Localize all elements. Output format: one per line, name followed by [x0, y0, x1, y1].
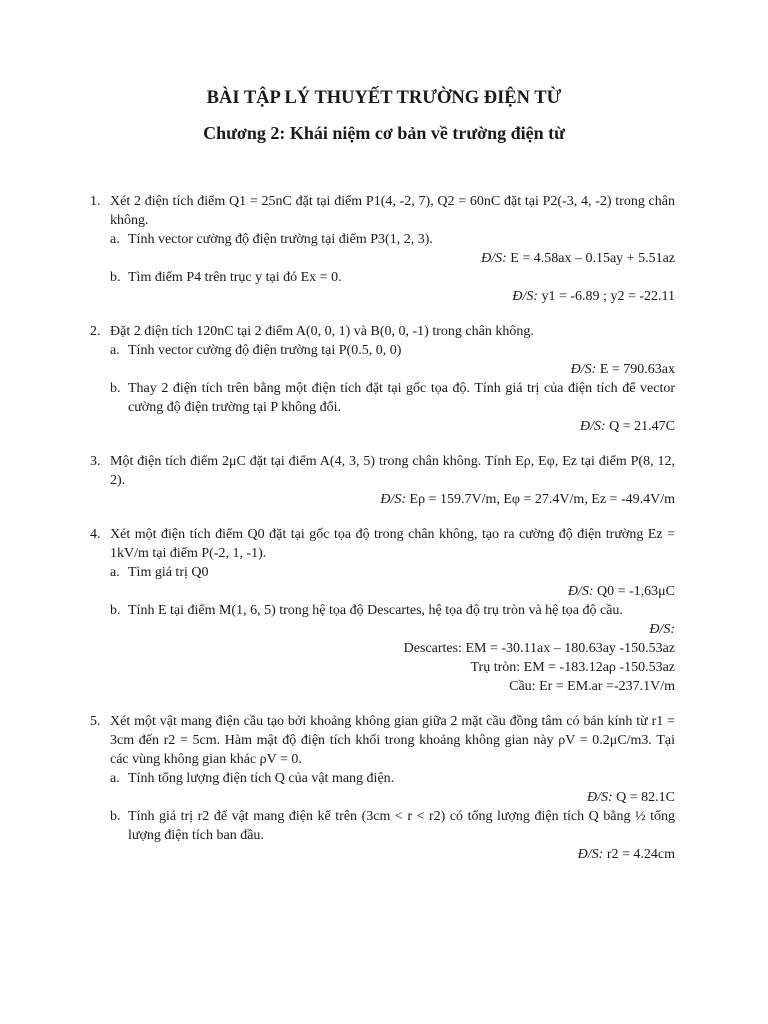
problem-item	[90, 712, 675, 864]
answer-value: Q = 21.47C	[609, 419, 675, 434]
answer-label: Đ/S:	[579, 419, 610, 434]
answer-label: Đ/S:	[586, 790, 617, 805]
problem-number: 5.	[90, 714, 101, 729]
answer-value: Cầu: Er = EM.ar =-237.1V/m	[509, 679, 675, 694]
sub-question	[110, 807, 675, 845]
problem-item	[90, 525, 675, 696]
sub-question	[110, 341, 675, 360]
sub-question-label: a.	[110, 771, 120, 786]
sub-question	[110, 601, 675, 620]
chapter-subtitle: Chương 2: Khái niệm cơ bản về trường điện từ	[203, 123, 565, 143]
sub-question	[110, 769, 675, 788]
sub-question	[110, 230, 675, 249]
problem-item	[90, 192, 675, 306]
sub-question-label: a.	[110, 343, 120, 358]
sub-question-text: Tìm giá trị Q0	[128, 565, 209, 580]
sub-question-label: b.	[110, 381, 121, 396]
sub-question-text: Tính E tại điểm M(1, 6, 5) trong hệ tọa độ Descartes, hệ tọa độ trụ tròn và hệ tọa độ cầu.	[128, 603, 623, 618]
answer-value: Descartes: EM = -30.11ax – 180.63ay -150.53az	[403, 641, 675, 656]
sub-question-label: a.	[110, 232, 120, 247]
answer-line	[90, 360, 675, 379]
answer-line	[90, 845, 675, 864]
answer-line	[90, 490, 675, 509]
answer-line	[90, 582, 675, 601]
answer-value: E = 790.63ax	[599, 362, 675, 377]
sub-question-text: Tìm điểm P4 trên trục y tại đó Ex = 0.	[128, 270, 342, 285]
sub-question	[110, 379, 675, 417]
problem-text: Xét một điện tích điểm Q0 đặt tại gốc tọa độ trong chân không, tạo ra cường độ điện trường Ez = 1kV/m tại điểm P(-2, 1, -1).	[110, 527, 675, 561]
answer-value: Q = 82.1C	[616, 790, 675, 805]
problem-item	[90, 322, 675, 436]
answer-label: Đ/S:	[570, 362, 600, 377]
answer-value: Q0 = -1,63μC	[596, 584, 675, 599]
answer-label: Đ/S:	[512, 289, 542, 304]
sub-question-text: Tính giá trị r2 để vật mang điện kể trên (3cm < r < r2) có tổng lượng điện tích Q bằng ½ tổng lượng điện tích ban đầu.	[128, 809, 675, 843]
answer-label: Đ/S:	[567, 584, 597, 599]
sub-question-label: a.	[110, 565, 120, 580]
answer-value: Eρ = 159.7V/m, Eφ = 27.4V/m, Ez = -49.4V/m	[409, 492, 675, 507]
answer-line	[90, 249, 675, 268]
answer-line	[90, 417, 675, 436]
problem-number: 2.	[90, 324, 101, 339]
problem-text: Xét 2 điện tích điểm Q1 = 25nC đặt tại điểm P1(4, -2, 7), Q2 = 60nC đặt tại P2(-3, 4, -2) trong chân không.	[110, 194, 675, 228]
problem-number: 3.	[90, 454, 101, 469]
sub-question-label: b.	[110, 270, 121, 285]
sub-question	[110, 563, 675, 582]
problem-text: Một điện tích điểm 2μC đặt tại điểm A(4, 3, 5) trong chân không. Tính Eρ, Eφ, Ez tại điểm P(8, 12, 2).	[110, 454, 675, 488]
problem-list	[90, 192, 675, 880]
problem-item	[90, 452, 675, 509]
answer-value: Trụ tròn: EM = -183.12aρ -150.53az	[470, 660, 675, 675]
answer-label: Đ/S:	[380, 492, 410, 507]
sub-question-text: Tính vector cường độ điện trường tại P(0.5, 0, 0)	[128, 343, 402, 358]
answer-value: E = 4.58ax – 0.15ay + 5.51az	[510, 251, 675, 266]
sub-question-text: Thay 2 điện tích trên bằng một điện tích đặt tại gốc tọa độ. Tính giá trị của điện tích để vector cường độ điện trường tại P không đổi.	[128, 381, 675, 415]
sub-question	[110, 268, 675, 287]
answer-label: Đ/S:	[481, 251, 511, 266]
problem-number: 1.	[90, 194, 101, 209]
answer-value: r2 = 4.24cm	[606, 847, 675, 862]
sub-question-label: b.	[110, 603, 121, 618]
answer-label: Đ/S:	[577, 847, 607, 862]
problem-text: Xét một vật mang điện cầu tạo bởi khoảng không gian giữa 2 mặt cầu đồng tâm có bán kính từ r1 = 3cm đến r2 = 5cm. Hàm mật độ điện tích khối trong khoảng không gian này ρV = 0.2μC/m3. Tại các vùng không gian khác ρV = 0.	[110, 714, 675, 767]
sub-question-text: Tính vector cường độ điện trường tại điểm P3(1, 2, 3).	[128, 232, 433, 247]
problem-number: 4.	[90, 527, 101, 542]
answer-block	[90, 620, 675, 639]
sub-question-text: Tính tổng lượng điện tích Q của vật mang điện.	[128, 771, 395, 786]
answer-line	[90, 788, 675, 807]
answer-label: Đ/S:	[649, 622, 675, 637]
problem-text: Đặt 2 điện tích 120nC tại 2 điểm A(0, 0, 1) và B(0, 0, -1) trong chân không.	[110, 324, 534, 339]
answer-value: y1 = -6.89 ; y2 = -22.11	[541, 289, 675, 304]
answer-line	[90, 287, 675, 306]
page-title: BÀI TẬP LÝ THUYẾT TRƯỜNG ĐIỆN TỪ	[206, 88, 562, 108]
sub-question-label: b.	[110, 809, 121, 824]
